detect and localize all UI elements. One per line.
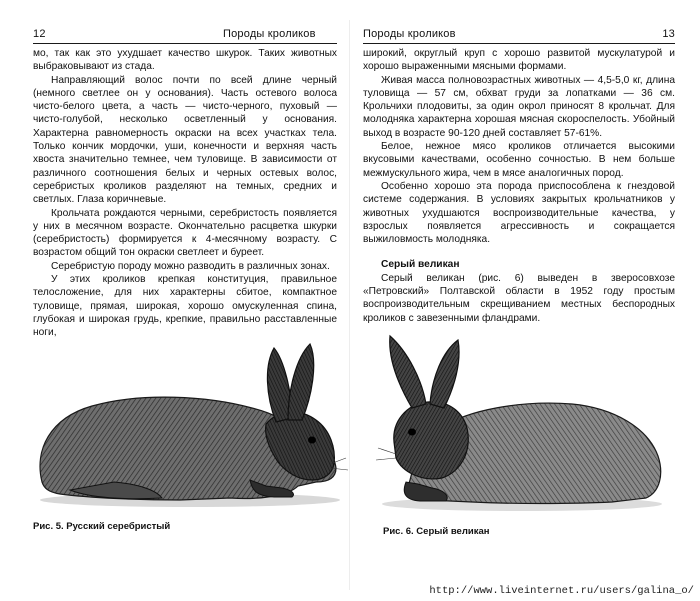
left-paragraph-2: Направляющий волос почти по всей длине черный (немного светлее он у основания). Часть остевого волоса чисто-белого цвета, а часть — чисто-черного, пуховый — чисто-голубой, несколько осветленный у основания. Характерна равномерность окраски на всех участках тела. Только кончик мордочки, уши, конечности и верхняя часть хвоста значительно темнее, чем туловище. В зависимости от различного соотношения белых и черных остевых волос, серебристых кроликов разделяют на темных, средних и светлых. Глаза коричневые. [33, 74, 337, 206]
right-page [350, 0, 700, 601]
right-paragraph-2: Живая масса полновозрастных животных — 4,5-5,0 кг, длина туловища — 57 см, обхват груди за лопатками — 36 см. Крольчихи плодовиты, за один окрол приносят 8 крольчат. Для молодняка характерна хорошая мясная скороспелость. Убойный выход в возрасте 90-120 дней составляет 57-61%. [363, 74, 675, 139]
russian-silver-rabbit-illustration [30, 340, 350, 515]
right-body-text [363, 47, 675, 325]
left-paragraph-4: Серебристую породу можно разводить в различных зонах. [51, 260, 330, 272]
right-header-rule [363, 43, 675, 44]
left-body-text [33, 47, 337, 340]
left-page-number: 12 [33, 28, 46, 40]
left-figure-caption: Рис. 5. Русский серебристый [33, 521, 171, 532]
right-running-head [363, 27, 675, 41]
left-header-rule [33, 43, 337, 44]
section-heading: Серый великан [381, 259, 460, 271]
right-figure-caption: Рис. 6. Серый великан [383, 526, 490, 537]
source-url-watermark: http://www.liveinternet.ru/users/galina_o/ [429, 585, 694, 597]
left-paragraph-3: Крольчата рождаются черными, серебристость появляется у них в месячном возрасте. Окончательно расцветка шкурки (серебристость) формируется к 4-месячному возрасту. С возрастом общий тон окраски светлеет и буреет. [33, 207, 337, 259]
right-section-paragraph: Серый великан (рис. 6) выведен в зверосовхозе «Петровский» Полтавской области в 1952 году простым воспроизводительным скрещиванием местных беспородных кроликов с завезенными фландрами. [363, 272, 675, 324]
right-running-title: Породы кроликов [363, 28, 456, 40]
grey-giant-rabbit-illustration [372, 332, 672, 518]
right-paragraph-1: широкий, округлый круп с хорошо развитой мускулатурой и хорошо выраженными мясными формами. [363, 48, 675, 73]
left-running-head [33, 27, 337, 41]
left-running-title: Породы кроликов [223, 28, 316, 40]
right-paragraph-3: Белое, нежное мясо кроликов отличается высокими вкусовыми качествами, особенно сочностью. В нем больше межмускульного жира, чем в мясе аналогичных пород. [363, 141, 675, 179]
left-paragraph-1: мо, так как это ухудшает качество шкурок. Таких животных выбраковывают из стада. [33, 48, 337, 73]
right-page-number: 13 [662, 28, 675, 40]
left-paragraph-5: У этих кроликов крепкая конституция, правильное телосложение, для них характерны сбитое, компактное туловище, прямая, широкая, хорошо омускуленная спина, глубокая и широкая грудь, крепкие, правильно расставленные ноги, [33, 274, 337, 339]
right-paragraph-4: Особенно хорошо эта порода приспособлена к гнездовой системе содержания. В условиях закрытых крольчатников у животных ухудшаются воспроизводительные качества, у взрослых появляется агрессивность и сокращается выжиловмость молодняка. [363, 180, 675, 246]
